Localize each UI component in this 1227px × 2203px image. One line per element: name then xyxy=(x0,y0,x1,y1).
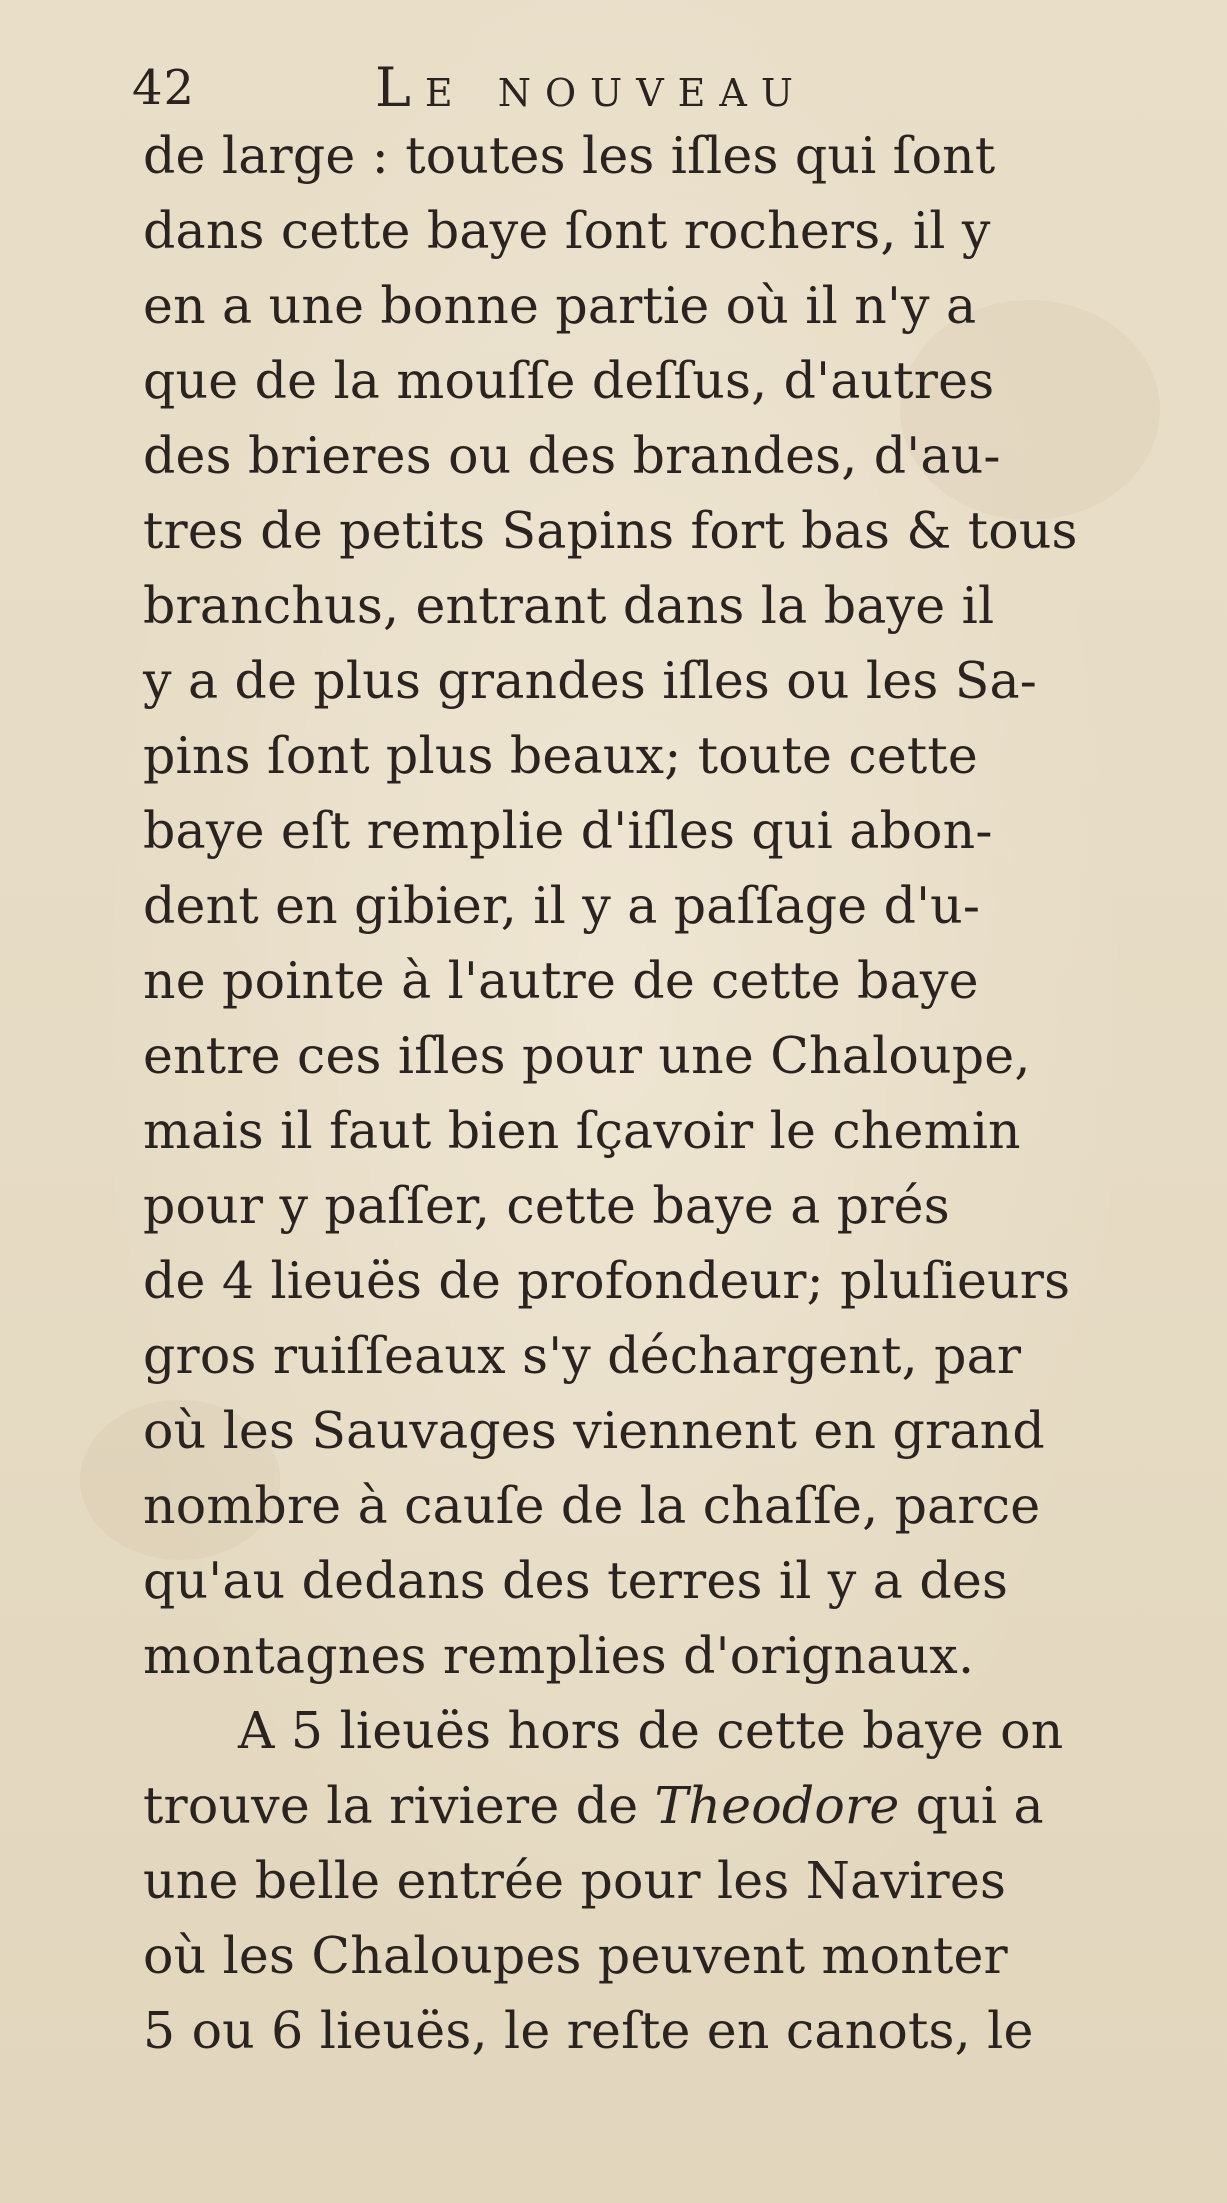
text-line: où les Chaloupes peuvent monter xyxy=(143,1926,1008,1985)
paragraph-start-line: A 5 lieuës hors de cette baye on xyxy=(238,1701,1064,1760)
river-name: Theodore xyxy=(654,1776,900,1835)
text-line: mais il faut bien ſçavoir le chemin xyxy=(143,1101,1021,1160)
text-line: ne pointe à l'autre de cette baye xyxy=(143,951,979,1010)
body-text xyxy=(143,118,1173,2068)
text-line: que de la mouſſe deſſus, d'autres xyxy=(143,351,995,410)
text-line: où les Sauvages viennent en grand xyxy=(143,1401,1045,1460)
text-line: nombre à cauſe de la chaſſe, parce xyxy=(143,1476,1041,1535)
text-line: des brieres ou des brandes, d'au- xyxy=(143,426,1001,485)
text-line: y a de plus grandes iſles ou les Sa- xyxy=(143,651,1038,710)
page-number: 42 xyxy=(132,60,196,116)
text-line: branchus, entrant dans la baye il xyxy=(143,576,995,635)
text-line-with-name xyxy=(143,1768,1173,1843)
text-segment: qui a xyxy=(899,1776,1044,1835)
text-line: dent en gibier, il y a paſſage d'u- xyxy=(143,876,981,935)
text-line: montagnes remplies d'orignaux. xyxy=(143,1626,975,1685)
text-line: une belle entrée pour les Navires xyxy=(143,1851,1007,1910)
text-segment: trouve la riviere de xyxy=(143,1776,655,1835)
text-line: de 4 lieuës de profondeur; pluſieurs xyxy=(143,1251,1071,1310)
text-line: de large : toutes les iſles qui ſont xyxy=(143,126,996,185)
text-line: en a une bonne partie où il n'y a xyxy=(143,276,977,335)
running-head: Le nouveau xyxy=(375,56,807,119)
page-header xyxy=(132,52,1032,124)
text-line: baye eſt remplie d'iſles qui abon- xyxy=(143,801,993,860)
text-line: tres de petits Sapins fort bas & tous xyxy=(143,501,1078,560)
text-line: entre ces iſles pour une Chaloupe, xyxy=(143,1026,1031,1085)
text-line: qu'au dedans des terres il y a des xyxy=(143,1551,1009,1610)
text-line: pins ſont plus beaux; toute cette xyxy=(143,726,978,785)
text-line: pour y paſſer, cette baye a prés xyxy=(143,1176,950,1235)
text-line: gros ruiſſeaux s'y déchargent, par xyxy=(143,1326,1022,1385)
text-line: 5 ou 6 lieuës, le reſte en canots, le xyxy=(143,2001,1034,2060)
text-line: dans cette baye ſont rochers, il y xyxy=(143,201,991,260)
